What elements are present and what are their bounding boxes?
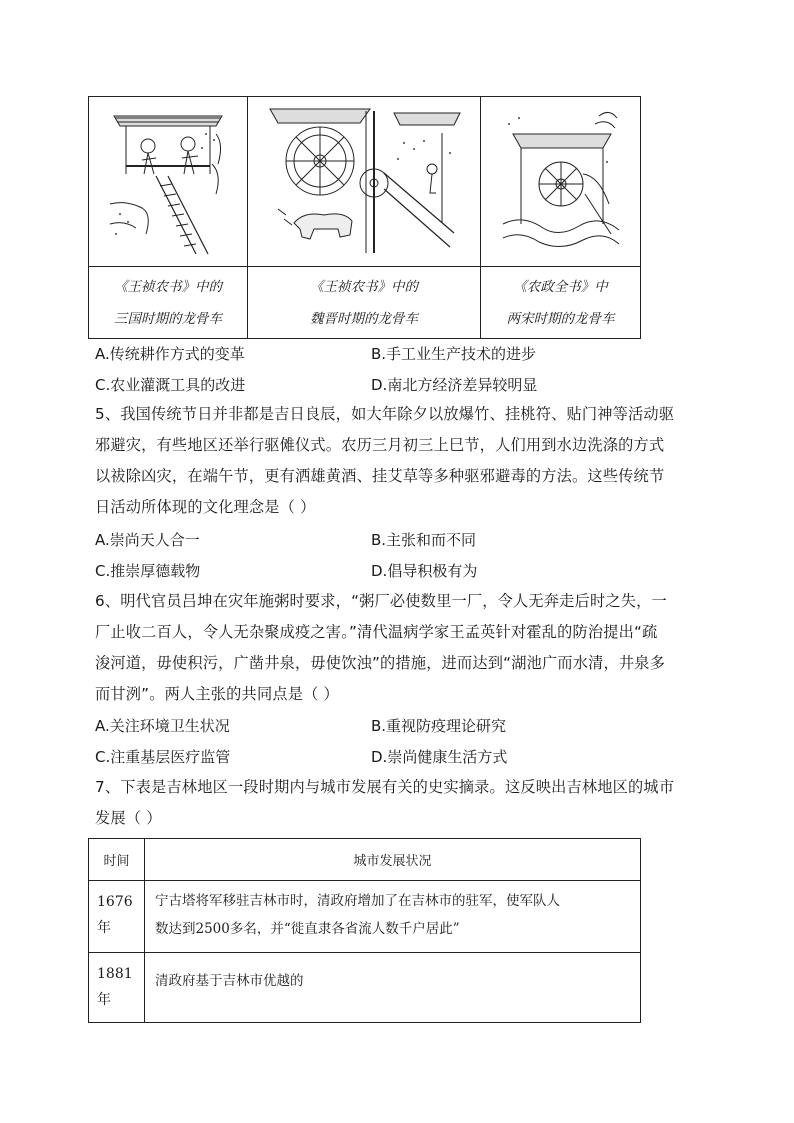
q5-option-a: A.崇尚天人合一 (95, 531, 200, 549)
dragon-bone-waterwheel-illustration-1 (106, 104, 230, 260)
question-5: 5、我国传统节日并非都是吉日良辰，如大年除夕以放爆竹、挂桃符、贴门神等活动驱 邪避灾，有些地区还举行驱傩仪式。农历三月初三上巳节，人们用到水边洗涤的方式 以祓除凶灾，在端午节，更有洒雄黄酒、挂艾草等多种驱邪避毒的方法。这些传统节 日活动所体现的文化理念是（ ） (95, 405, 675, 516)
history-table (88, 838, 641, 1023)
figure-cell-2 (248, 97, 481, 267)
dragon-bone-waterwheel-illustration-2 (264, 103, 464, 261)
figure-caption-2: 《王祯农书》中的 魏晋时期的龙骨车 (248, 267, 481, 339)
q6-option-d: D.崇尚健康生活方式 (371, 748, 508, 766)
row-year: 1676 年 (89, 881, 145, 953)
q4-option-c: C.农业灌溉工具的改进 (95, 376, 246, 394)
row-text: 清政府基于吉林市优越的 (145, 953, 641, 1023)
q5-option-d: D.倡导积极有为 (371, 562, 478, 580)
q6-option-a: A.关注环境卫生状况 (95, 717, 230, 735)
figure-cell-1 (89, 97, 248, 267)
q5-option-c: C.推崇厚德载物 (95, 562, 201, 580)
row-year: 1881 年 (89, 953, 145, 1023)
table-row (89, 953, 641, 1023)
figure-caption-3: 《农政全书》中 两宋时期的龙骨车 (481, 267, 641, 339)
q6-option-c: C.注重基层医疗监管 (95, 748, 231, 766)
q6-option-b: B.重视防疫理论研究 (371, 717, 507, 735)
figure-cell-3 (481, 97, 641, 267)
question-7: 7、下表是吉林地区一段时期内与城市发展有关的史实摘录。这反映出吉林地区的城市 发展（ ） (95, 778, 675, 827)
dragon-bone-waterwheel-illustration-3 (499, 104, 623, 260)
figure-caption-1: 《王祯农书》中的 三国时期的龙骨车 (89, 267, 248, 339)
q4-option-b: B.手工业生产技术的进步 (371, 345, 537, 363)
q5-option-b: B.主张和而不同 (371, 531, 477, 549)
q4-option-a: A.传统耕作方式的变革 (95, 345, 245, 363)
q4-option-d: D.南北方经济差异较明显 (371, 376, 538, 394)
header-status: 城市发展状况 (145, 839, 641, 881)
table-row (89, 881, 641, 953)
row-text: 宁古塔将军移驻吉林市时，清政府增加了在吉林市的驻军，使军队人 数达到2500多名，并“徙直隶各省流人数千户居此” (145, 881, 641, 953)
figure-table (88, 96, 641, 339)
question-6: 6、明代官员吕坤在灾年施粥时要求，“粥厂必使数里一厂，令人无奔走后时之失，一 厂止收二百人，令人无杂聚成疫之害。”清代温病学家王孟英针对霍乱的防治提出“疏 浚河道，毋使积污，广凿井泉，毋使饮浊”的措施，进而达到“湖池广而水清，井泉多 而甘洌”。两人主张的共同点是（ ） (95, 592, 667, 703)
header-time: 时间 (89, 839, 145, 881)
